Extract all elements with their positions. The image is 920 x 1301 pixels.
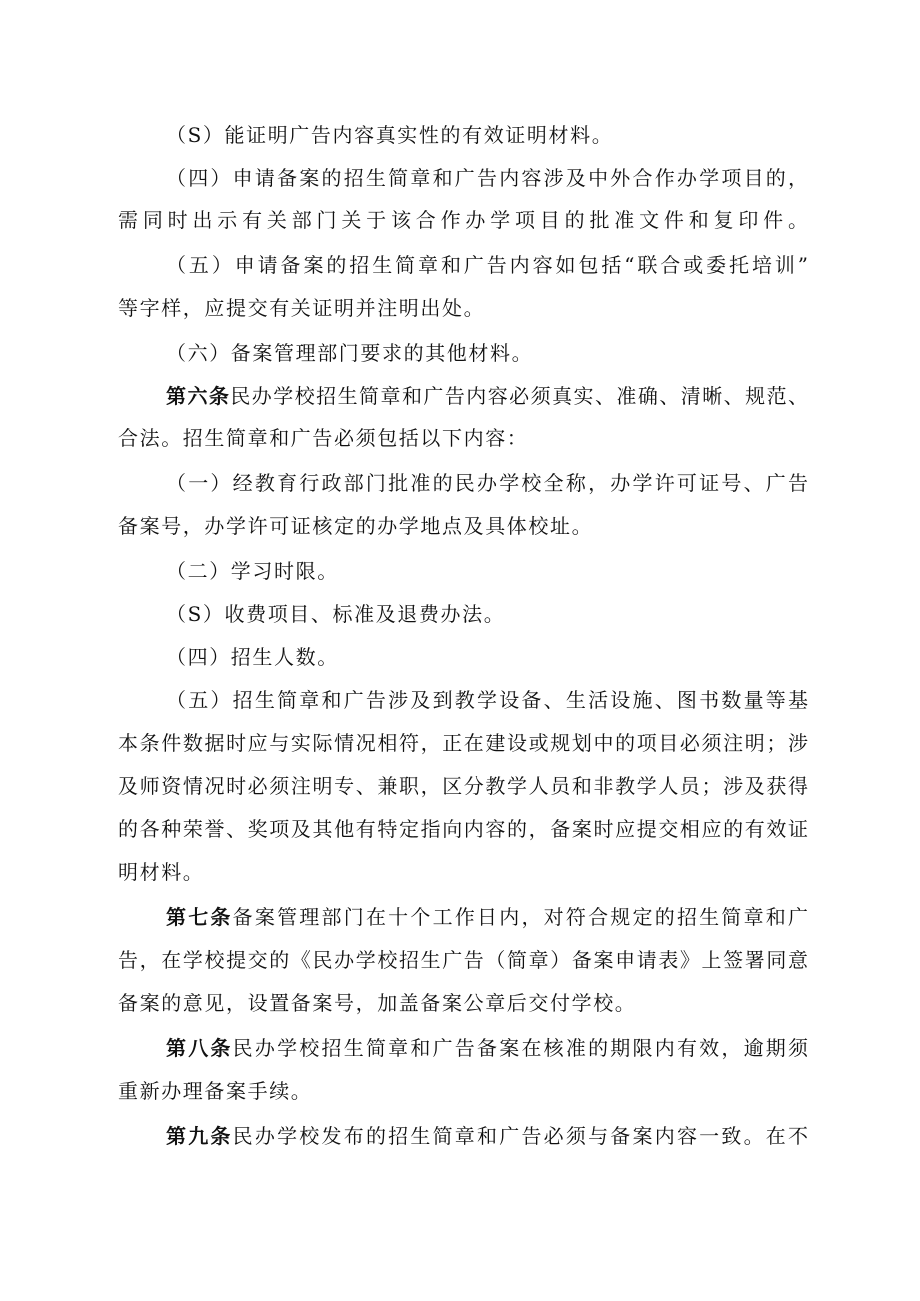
paragraph-line: （四）招生人数。 (166, 645, 339, 669)
paragraph-line: 本条件数据时应与实际情况相符，正在建设或规划中的项目必须注明；涉 (118, 731, 808, 755)
paragraph-text: 备案管理部门在十个工作日内，对符合规定的招生简章和广 (232, 905, 809, 929)
paragraph-text: 民办学校发布的招生简章和广告必须与备案内容一致。在不 (232, 1124, 809, 1148)
paragraph-line: 等字样，应提交有关证明并注明出处。 (118, 296, 486, 320)
paragraph-line: （五）申请备案的招生简章和广告内容如包括“联合或委托培训” (166, 253, 808, 277)
paragraph-line: 告，在学校提交的《民办学校招生广告（简章）备案申请表》上签署同意 (118, 948, 808, 972)
paragraph-text: 民办学校招生简章和广告内容必须真实、准确、清晰、规范、 (230, 384, 809, 408)
paragraph-line: （二）学习时限。 (166, 559, 339, 583)
paragraph-line: 重新办理备案手续。 (118, 1079, 313, 1103)
paragraph-line: 备案的意见，设置备案号，加盖备案公章后交付学校。 (118, 991, 637, 1015)
paragraph-text: 民办学校招生简章和广告备案在核准的期限内有效，逾期须 (232, 1036, 809, 1060)
paragraph-line: （S）收费项目、标准及退费办法。 (166, 602, 506, 626)
article-heading: 第六条 (166, 384, 231, 408)
article-8-first-line (166, 1033, 808, 1063)
paragraph-line: 明材料。 (118, 860, 205, 884)
article-9-first-line (166, 1121, 808, 1151)
paragraph-line: （四）申请备案的招生简章和广告内容涉及中外合作办学项目的， (166, 166, 808, 190)
paragraph-line: （六）备案管理部门要求的其他材料。 (166, 341, 534, 365)
article-6-first-line (166, 381, 808, 411)
paragraph-line: 及师资情况时必须注明专、兼职，区分教学人员和非教学人员；涉及获得 (118, 774, 808, 798)
paragraph-line: 的各种荣誉、奖项及其他有特定指向内容的，备案时应提交相应的有效证 (118, 817, 808, 841)
paragraph-line: 需同时出示有关部门关于该合作办学项目的批准文件和复印件。 (118, 208, 808, 232)
paragraph-line: （S）能证明广告内容真实性的有效证明材料。 (166, 123, 614, 147)
article-heading: 第八条 (166, 1036, 233, 1060)
article-7-first-line (166, 902, 808, 932)
article-heading: 第七条 (166, 905, 233, 929)
article-heading: 第九条 (166, 1124, 233, 1148)
paragraph-line: （五）招生简章和广告涉及到教学设备、生活设施、图书数量等基 (166, 688, 808, 712)
paragraph-line: 备案号，办学许可证核定的办学地点及具体校址。 (118, 514, 594, 538)
paragraph-line: 合法。招生简章和广告必须包括以下内容： (118, 426, 529, 450)
paragraph-line: （一）经教育行政部门批准的民办学校全称，办学许可证号、广告 (166, 471, 808, 495)
